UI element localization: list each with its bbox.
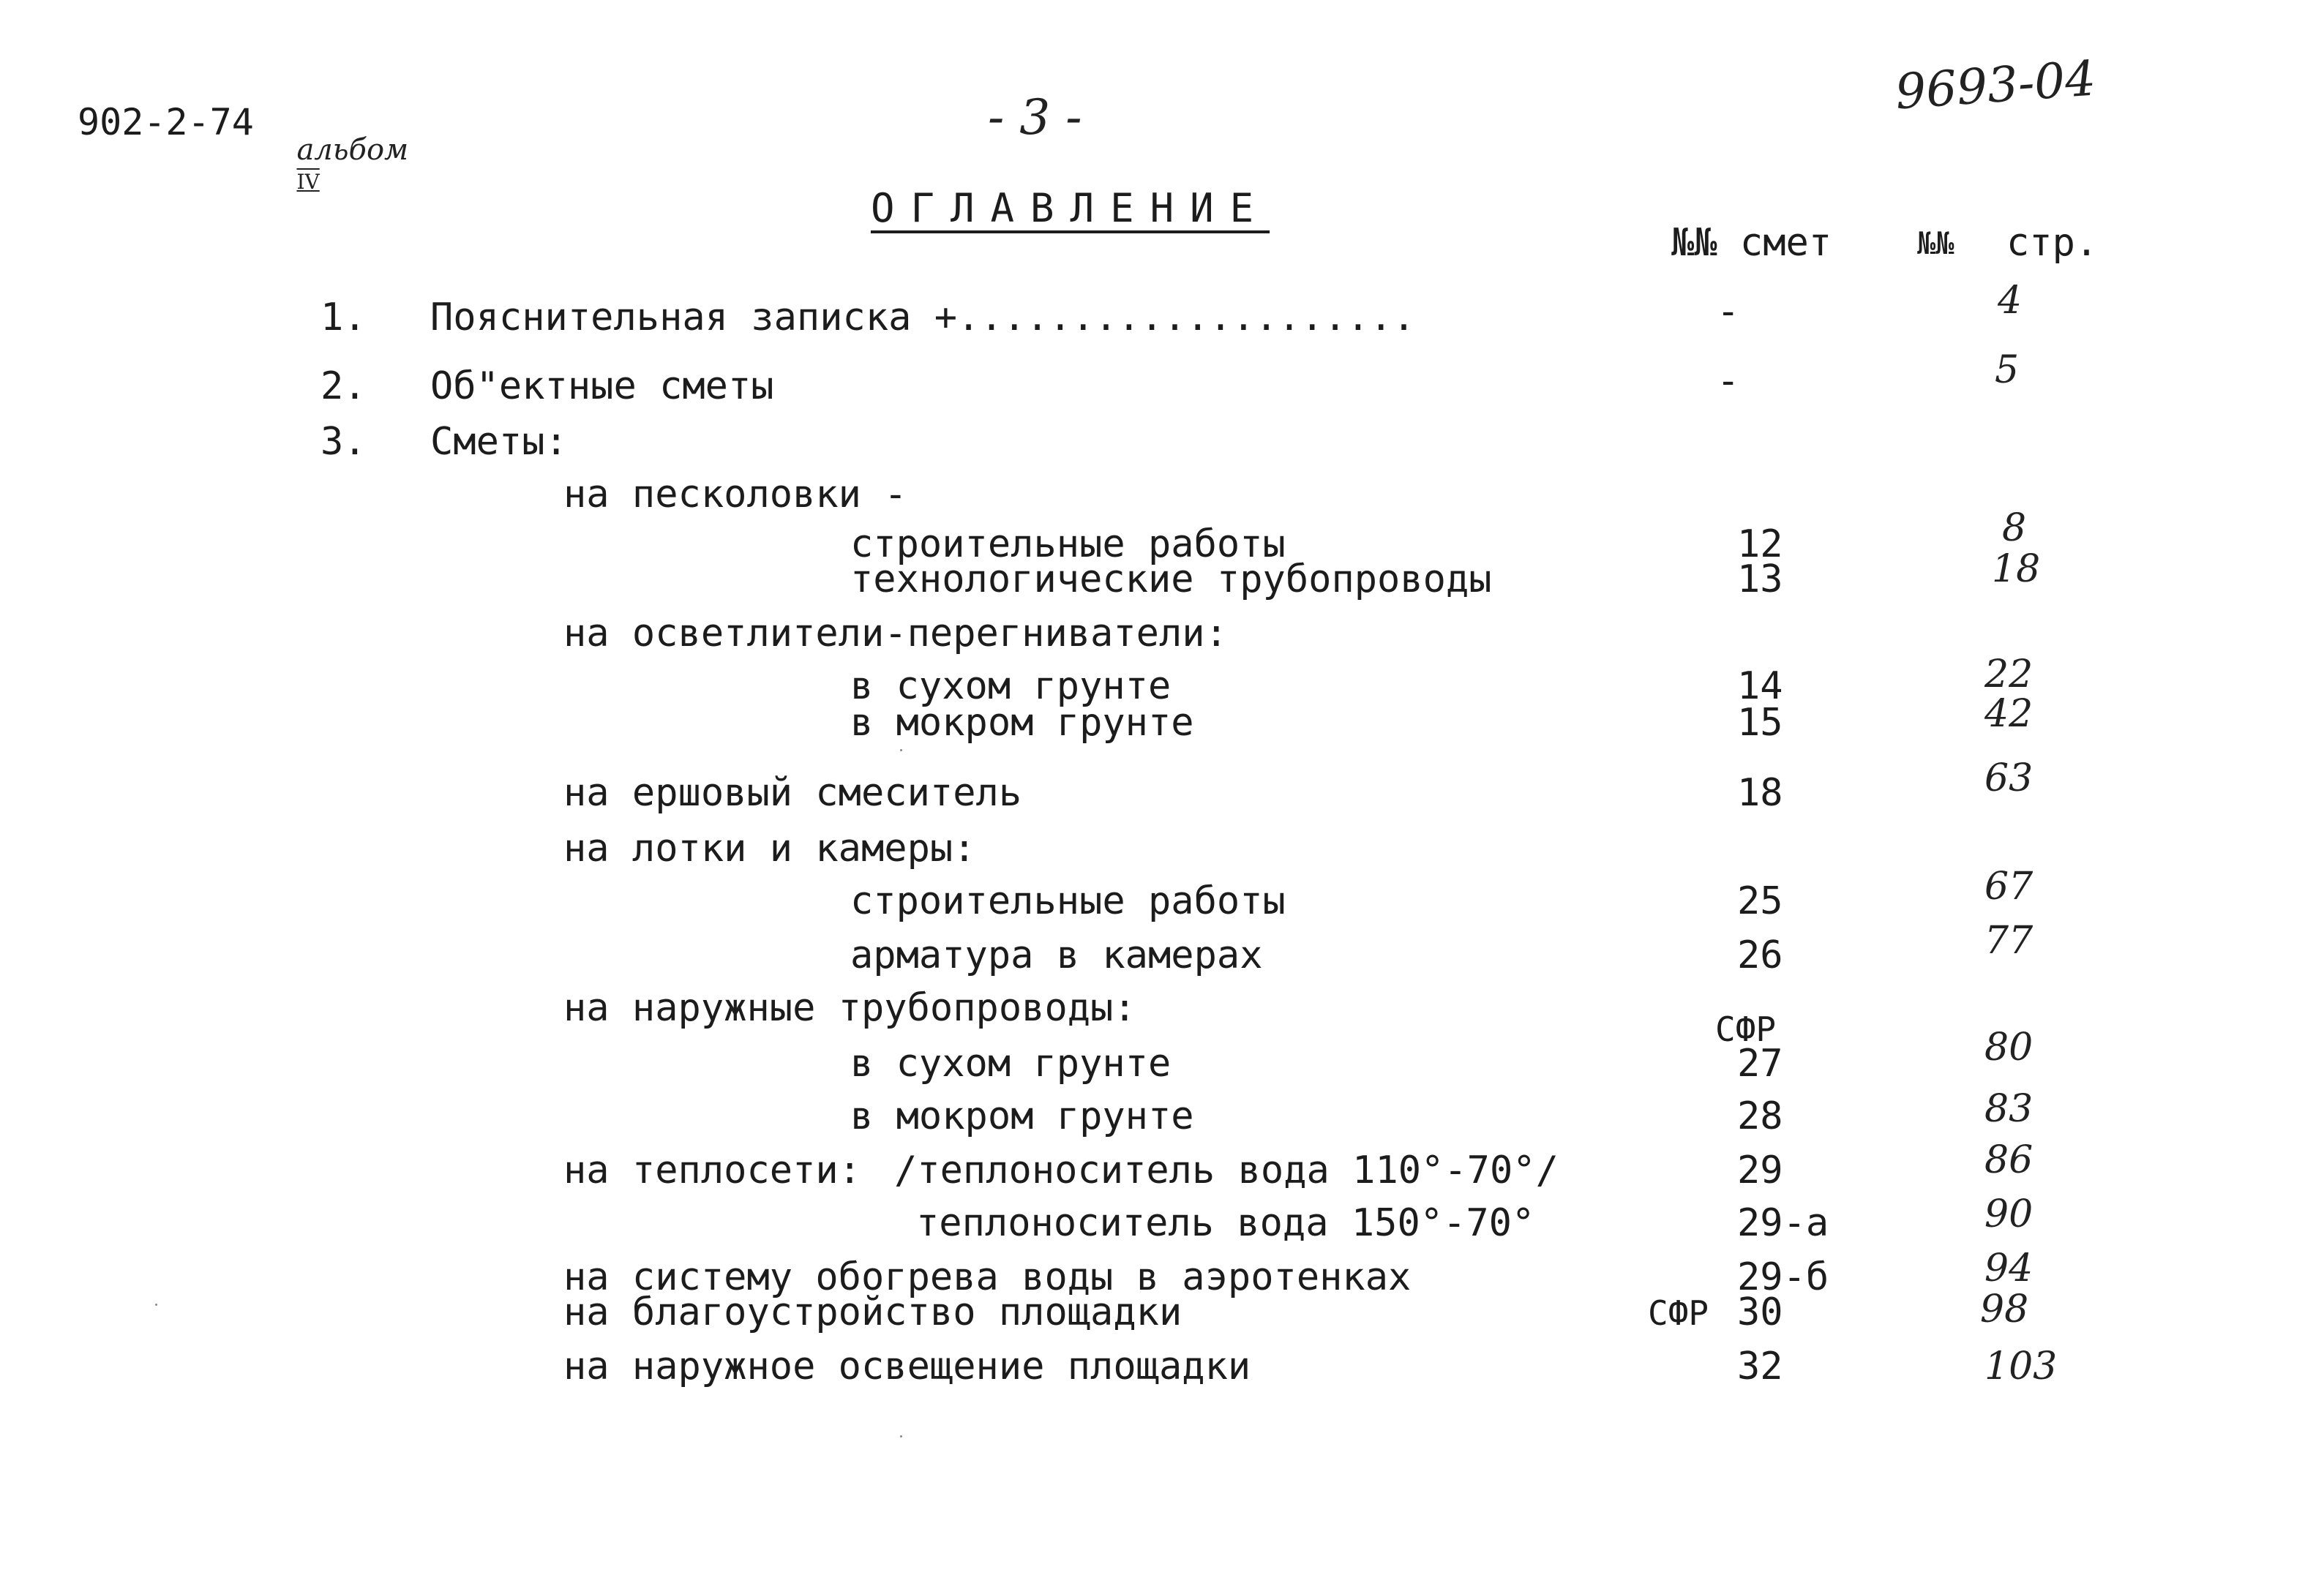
row-smet: 28 (1737, 1094, 1783, 1138)
document-number: 9693-04 (1893, 50, 2098, 121)
row-page: 103 (1984, 1345, 2058, 1388)
row-smet: 29 (1737, 1149, 1783, 1192)
row-page: 98 (1980, 1288, 2029, 1331)
row-smet: 13 (1737, 557, 1783, 601)
row-smet: 12 (1737, 522, 1783, 566)
row-smet: 25 (1737, 879, 1783, 923)
album-prefix: альбом (296, 133, 409, 167)
row-page: 80 (1984, 1026, 2034, 1070)
row-smet: 27 (1737, 1042, 1783, 1086)
row-page: 8 (2002, 506, 2027, 550)
row-label: в мокром грунте (850, 701, 1194, 745)
section-label: на наружное освещение площадки (563, 1345, 1251, 1388)
row-label: в мокром грунте (850, 1094, 1194, 1138)
row-number: 2. (321, 364, 367, 408)
column-header-smet: №№ смет (1671, 221, 1832, 265)
row-number: 3. (321, 420, 367, 464)
row-label: строительные работы (850, 522, 1286, 566)
row-smet: - (1717, 290, 1740, 334)
page-number: - 3 - (988, 89, 1082, 146)
row-page: 67 (1984, 865, 2034, 909)
row-page: 22 (1984, 653, 2034, 696)
section-label: на лотки и камеры: (563, 827, 976, 871)
scan-speck (900, 1435, 902, 1437)
section-label: на песколовки - (563, 473, 907, 516)
row-label: Пояснительная записка +.................... (430, 296, 1416, 339)
row-smet-prefix: СФР (1715, 1010, 1777, 1049)
album-label (278, 106, 408, 194)
section-label: на наружные трубопроводы: (563, 986, 1136, 1030)
section-label: на систему обогрева воды в аэротенках (563, 1255, 1412, 1299)
row-label: в сухом грунте (850, 664, 1172, 708)
scan-speck (900, 749, 902, 751)
section-label: на теплосети: (563, 1149, 861, 1192)
row-label: теплоноситель вода 150°-70° (916, 1201, 1535, 1245)
row-smet: 14 (1737, 664, 1783, 708)
page-title: ОГЛАВЛЕНИЕ (871, 185, 1270, 231)
column-header-str-prefix: №№ (1917, 225, 1954, 261)
row-page: 4 (1998, 279, 2023, 323)
row-smet: 29-б (1737, 1255, 1829, 1299)
row-page: 90 (1984, 1192, 2034, 1236)
row-label: /теплоноситель вода 110°-70°/ (894, 1149, 1559, 1192)
row-smet: 18 (1737, 771, 1783, 815)
row-page: 63 (1984, 756, 2034, 800)
row-smet: - (1717, 359, 1740, 403)
row-label: технологические трубопроводы (850, 557, 1492, 601)
row-page: 77 (1984, 919, 2034, 963)
row-label: Сметы: (430, 420, 568, 464)
document-code: 902-2-74 (78, 101, 254, 143)
row-page: 83 (1984, 1087, 2034, 1131)
section-label: на благоустройство площадки (563, 1290, 1182, 1334)
section-label: на ершовый смеситель (563, 771, 1022, 815)
row-label: в сухом грунте (850, 1042, 1172, 1086)
column-header-str: стр. (2006, 221, 2099, 265)
row-page: 86 (1984, 1138, 2034, 1182)
section-label: на осветлители-перегниватели: (563, 612, 1228, 655)
row-label: строительные работы (850, 879, 1286, 923)
row-number: 1. (321, 296, 367, 339)
row-smet: 26 (1737, 933, 1783, 977)
row-smet: 32 (1737, 1345, 1783, 1388)
row-page: 94 (1984, 1247, 2034, 1290)
row-smet: 29-а (1737, 1201, 1829, 1245)
row-smet: 30 (1737, 1290, 1783, 1334)
album-numeral: IV (296, 170, 320, 194)
row-smet-prefix: СФР (1648, 1293, 1709, 1333)
row-page: 5 (1995, 348, 2020, 392)
row-smet: 15 (1737, 701, 1783, 745)
row-label: Об"ектные сметы (430, 364, 774, 408)
row-page: 42 (1984, 692, 2034, 736)
row-page: 18 (1992, 547, 2041, 591)
row-label: арматура в камерах (850, 933, 1263, 977)
scan-speck (155, 1304, 157, 1306)
